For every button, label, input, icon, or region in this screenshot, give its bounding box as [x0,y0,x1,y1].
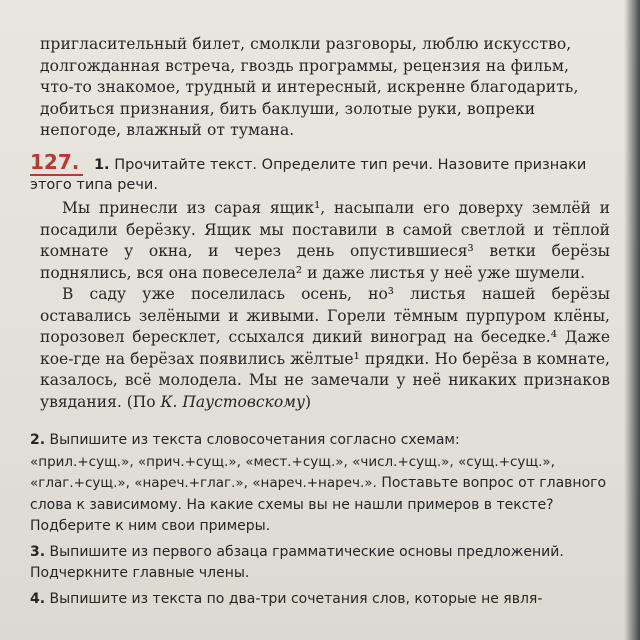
task3 [30,542,620,585]
task2-rest: Поставьте вопрос от главного слова к зависимому. На какие схемы вы не нашли примеров в тексте? Подберите к ним свои примеры. [30,475,607,534]
task1-text: Прочитайте текст. Определите тип речи. Назовите признаки этого типа речи. [30,157,587,193]
intro-text: пригласительный билет, смолкли разговоры, люблю искусство, долгожданная встреча, гвоздь программы, рецензия на фильм, что-то знакомое, трудный и интересный, искренне благодарить, добиться признания, бить баклуши, золотые руки, вопреки непогоде, влажный от тумана. [40,35,579,139]
exercise-number: 127. [30,150,83,176]
task2 [30,430,620,538]
task4-text: Выпишите из текста по два-три сочетания слов, которые не явля- [49,590,543,607]
task4-number: 4. [30,590,46,607]
passage-paragraph-2 [40,284,610,413]
source-prefix: (По [126,392,161,411]
task2-number: 2. [30,432,46,448]
task3-number: 3. [30,543,46,560]
page-edge-shadow [624,0,640,640]
task2-lead: Выпишите из текста словосочетания согласно схемам: [49,432,460,448]
source-suffix: ) [305,392,312,411]
task-list [30,430,620,614]
source-author: К. Паустовскому [160,392,305,411]
task4 [30,589,620,611]
passage-paragraph-2-text: В саду уже поселилась осень, но³ листья нашей берёзы оставались зелёными и живыми. Горели тёмным пурпуром клёны, порозовел бересклет, ссыхался дикий виноград на беседке.⁴ Даже кое-где на берёзах появились жёлтые¹ прядки. Но берёза в комнате, казалось, всё молодела. Мы не замечали у неё никаких признаков увядания. [40,285,610,411]
task2-schemas-line2: «глаг.+сущ.», «нареч.+глаг.», «нареч.+нареч.». [30,475,377,491]
task1-number: 1. [93,157,110,173]
reading-passage [40,198,610,413]
task3-text: Выпишите из первого абзаца грамматические основы предложений. Подчеркните главные члены. [30,543,564,581]
exercise-header [30,152,610,195]
task2-schemas-line1: «прил.+сущ.», «прич.+сущ.», «мест.+сущ.», «числ.+сущ.», «сущ.+сущ.», [30,453,555,470]
intro-word-list [40,34,600,142]
passage-paragraph-1: Мы принесли из сарая ящик¹, насыпали его доверху землёй и посадили берёзку. Ящик мы поставили в самой светлой и тёплой комнате у окна, и через день опустившиеся³ ветки берёзы поднялись, вся она повеселела² и даже листья у неё уже шумели. [40,199,610,282]
